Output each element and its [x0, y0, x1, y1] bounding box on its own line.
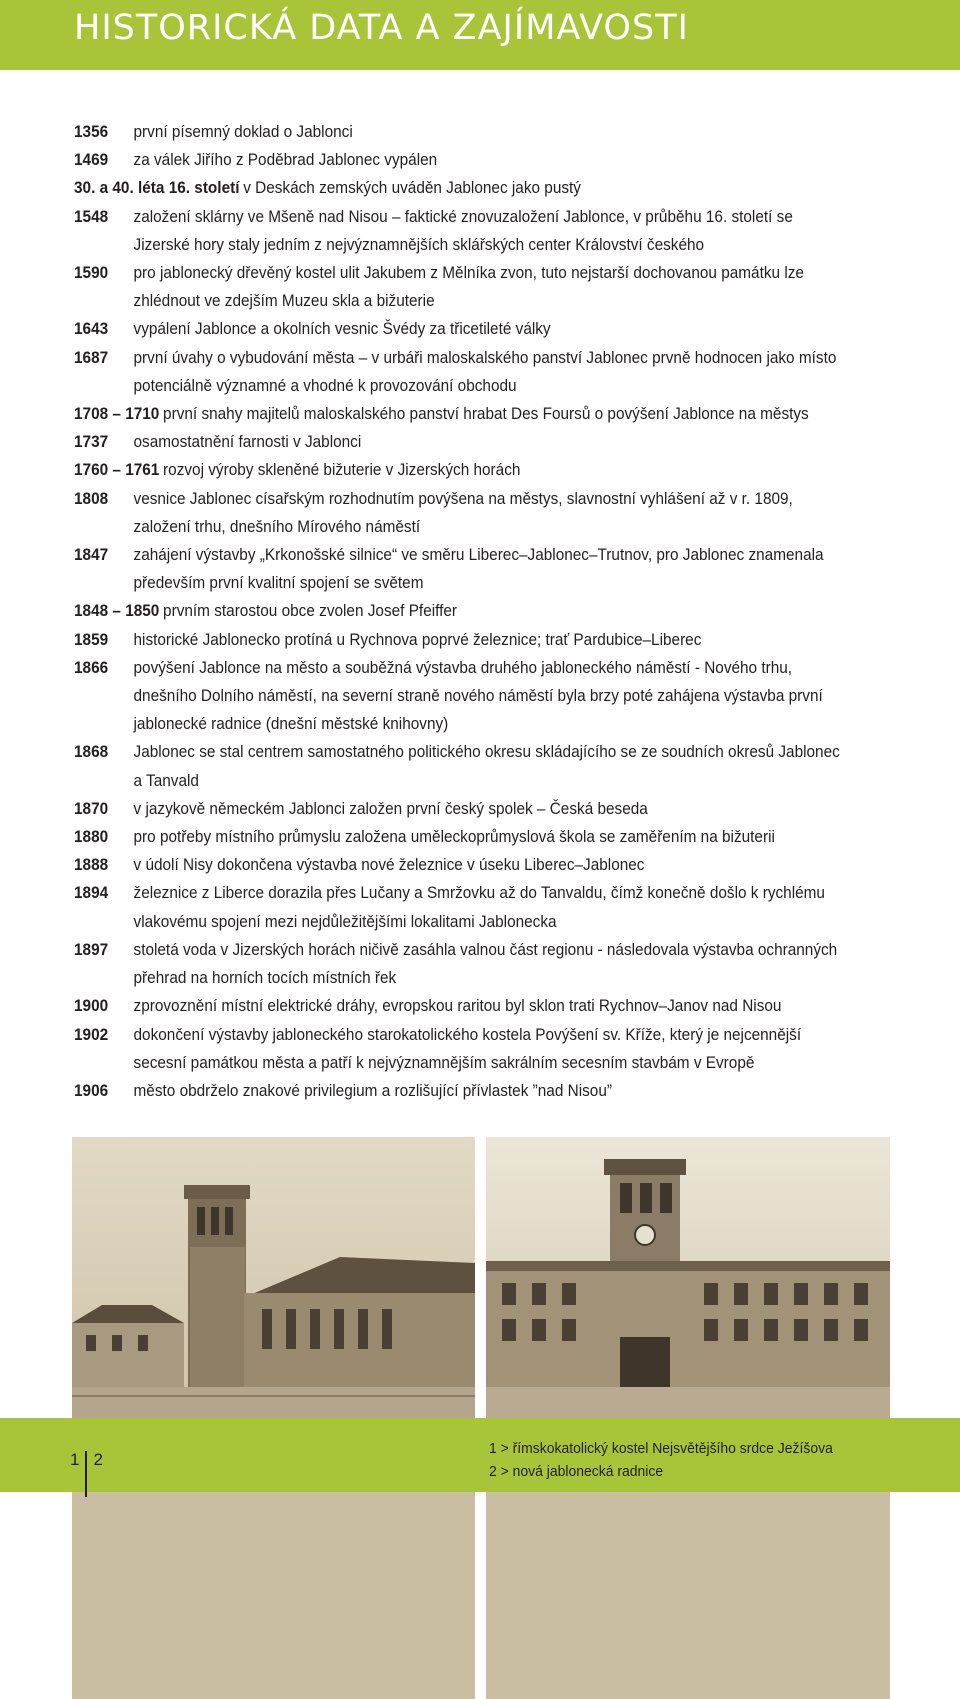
timeline-text: prvním starostou obce zvolen Josef Pfeiffer [163, 602, 458, 621]
timeline-year: 1760 – 1761 [74, 461, 160, 480]
timeline-entry [74, 315, 846, 343]
timeline-entry [74, 344, 846, 400]
page-number-right: 2 [93, 1450, 103, 1469]
timeline-year: 1469 [74, 151, 109, 170]
timeline-year: 1868 [74, 743, 109, 762]
timeline-text: historické Jablonecko protíná u Rychnova poprvé železnice; trať Pardubice–Liberec [133, 630, 702, 649]
timeline-text: rozvoj výroby skleněné bižuterie v Jizerských horách [163, 461, 521, 480]
timeline-year: 1590 [74, 264, 109, 283]
timeline-text: v jazykově německém Jablonci založen první český spolek – Česká beseda [133, 799, 648, 818]
timeline-entry [74, 485, 846, 541]
timeline-entry [74, 400, 846, 428]
timeline-entry [74, 118, 846, 146]
timeline [74, 118, 846, 1105]
timeline-entry [74, 626, 846, 654]
timeline-entry [74, 738, 846, 794]
timeline-year: 1737 [74, 433, 109, 452]
timeline-year: 1356 [74, 123, 109, 141]
timeline-text: pro potřeby místního průmyslu založena uměleckoprůmyslová škola se zaměřením na bižuterii [133, 828, 775, 847]
timeline-year: 1643 [74, 320, 109, 339]
timeline-year: 1900 [74, 997, 109, 1016]
timeline-text: vypálení Jablonce a okolních vesnic Švédy za třicetileté války [133, 320, 551, 339]
timeline-year: 1808 [74, 489, 109, 508]
page-number-divider [85, 1451, 87, 1497]
timeline-text: za válek Jiřího z Poděbrad Jablonec vypálen [133, 151, 438, 170]
timeline-entry [74, 992, 846, 1020]
timeline-text: první snahy majitelů maloskalského panství hrabat Des Foursů o povýšení Jablonce na městys [163, 405, 809, 424]
timeline-entry [74, 654, 846, 739]
photo-captions [489, 1437, 833, 1483]
timeline-text: Jablonec se stal centrem samostatného politického okresu skládajícího se ze soudních okresů Jablonec a Tanvald [133, 743, 840, 790]
timeline-text: zahájení výstavby „Krkonošské silnice“ ve směru Liberec–Jablonec–Trutnov, pro Jablonec znamenala především první kvalitní spojení se světem [133, 546, 824, 593]
timeline-entry [74, 146, 846, 174]
timeline-year: 1687 [74, 348, 109, 367]
timeline-entry [74, 795, 846, 823]
timeline-entry [74, 456, 846, 484]
caption-church: 1 > římskokatolický kostel Nejsvětějšího srdce Ježíšova [489, 1440, 833, 1457]
timeline-text: v Deskách zemských uváděn Jablonec jako pustý [243, 179, 581, 198]
page-footer [0, 1418, 960, 1492]
timeline-year: 1847 [74, 546, 109, 565]
timeline-year: 1548 [74, 207, 109, 226]
timeline-text: osamostatnění farnosti v Jablonci [133, 433, 362, 452]
timeline-entry [74, 259, 846, 315]
timeline-entry [74, 597, 846, 625]
timeline-year: 1866 [74, 658, 109, 677]
timeline-year: 1870 [74, 799, 109, 818]
timeline-entry [74, 1021, 846, 1077]
timeline-entry [74, 879, 846, 935]
page-numbers [70, 1437, 103, 1483]
timeline-entry [74, 174, 846, 202]
timeline-year: 1906 [74, 1081, 109, 1100]
timeline-text: založení sklárny ve Mšeně nad Nisou – faktické znovuzaložení Jablonce, v průběhu 16. století se Jizerské hory staly jedním z nejvýznamnějších sklářských center Království českého [133, 207, 793, 254]
timeline-text: stoletá voda v Jizerských horách ničivě zasáhla valnou část regionu - následovala výstavba ochranných přehrad na horních tocích místních řek [133, 940, 838, 988]
timeline-text: v údolí Nisy dokončena výstavba nové železnice v úseku Liberec–Jablonec [133, 856, 645, 875]
timeline-entry [74, 203, 846, 259]
timeline-text: první písemný doklad o Jablonci [133, 123, 353, 141]
timeline-year: 1859 [74, 630, 109, 649]
timeline-text: město obdrželo znakové privilegium a rozlišující přívlastek ”nad Nisou” [133, 1081, 612, 1100]
timeline-entry [74, 428, 846, 456]
timeline-text: vesnice Jablonec císařským rozhodnutím povýšena na městys, slavnostní vyhlášení až v r. 1809, založení trhu, dnešního Mírového náměstí [133, 489, 793, 536]
page-header [0, 0, 960, 70]
timeline-year: 30. a 40. léta 16. století [74, 179, 240, 198]
page-title: HISTORICKÁ DATA A ZAJÍMAVOSTI [74, 8, 689, 48]
timeline-year: 1894 [74, 884, 109, 903]
timeline-year: 1897 [74, 940, 109, 959]
timeline-entry [74, 851, 846, 879]
timeline-year: 1888 [74, 856, 109, 875]
timeline-text: zprovoznění místní elektrické dráhy, evropskou raritou byl sklon trati Rychnov–Janov nad Nisou [133, 997, 782, 1016]
timeline-text: dokončení výstavby jabloneckého starokatolického kostela Povýšení sv. Kříže, který je nejcennější secesní památkou města a patří k nejvýznamnějším sakrálním secesním stavbám v Evropě [133, 1025, 802, 1072]
timeline-text: železnice z Liberce dorazila přes Lučany a Smržovku až do Tanvaldu, čímž konečně došlo k rychlému vlakovému spojení mezi nejdůležitějšími lokalitami Jablonecka [133, 884, 825, 931]
page-number-left: 1 [70, 1450, 80, 1469]
timeline-year: 1902 [74, 1025, 109, 1044]
timeline-entry [74, 823, 846, 851]
timeline-text: první úvahy o vybudování města – v urbáři maloskalského panství Jablonec prvně hodnocen jako místo potenciálně významné a vhodné k provozování obchodu [133, 348, 837, 395]
timeline-year: 1848 – 1850 [74, 602, 160, 621]
timeline-text: povýšení Jablonce na město a souběžná výstavba druhého jabloneckého náměstí - Nového trhu, dnešního Dolního náměstí, na severní straně nového náměstí byla brzy poté zahájena výstavba první jablonecké radnice (dnešní městské knihovny) [133, 658, 823, 734]
timeline-entry [74, 1077, 846, 1105]
caption-town-hall: 2 > nová jablonecká radnice [489, 1463, 664, 1480]
timeline-entry [74, 541, 846, 597]
timeline-text: pro jablonecký dřevěný kostel ulit Jakubem z Mělníka zvon, tuto nejstarší dochovanou památku lze zhlédnout ve zdejším Muzeu skla a bižuterie [133, 264, 804, 311]
timeline-year: 1880 [74, 828, 109, 847]
timeline-entry [74, 936, 846, 992]
timeline-year: 1708 – 1710 [74, 405, 160, 424]
